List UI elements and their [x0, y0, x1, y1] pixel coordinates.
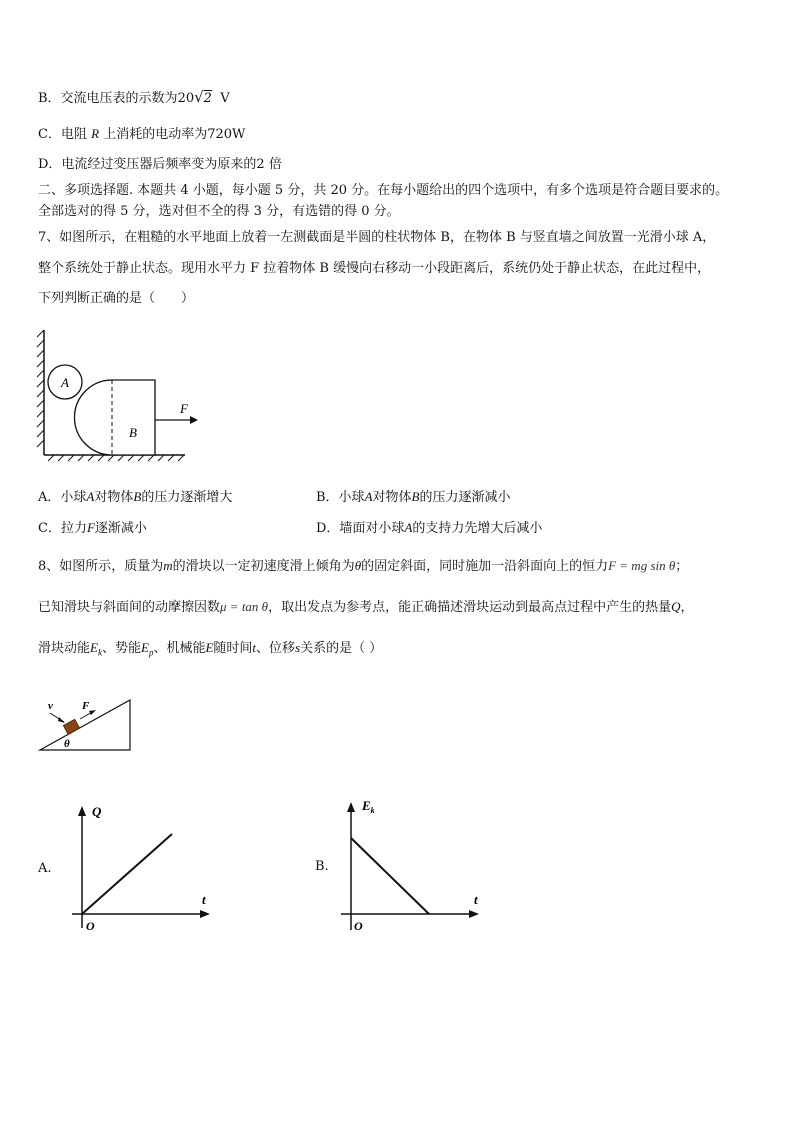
q8-l3-f: 关系的是（ ） [300, 641, 383, 656]
q6-option-c-suffix: 上消耗的电动率为720W [103, 127, 246, 142]
q8-graph-b-option: B. [315, 859, 329, 874]
q6-option-b-unit: V [220, 91, 230, 106]
q7-option-c [38, 519, 147, 538]
q8-l1-m: m [163, 558, 173, 573]
q7-option-a-var2: B [133, 489, 142, 504]
graph-b-y-label [361, 798, 375, 815]
q6-option-b [38, 88, 230, 108]
q7-option-b [316, 488, 511, 507]
q6-option-b-sqrt: 2 [203, 91, 212, 106]
q7-line2: 整个系统处于静止状态。现用水平力 F 拉着物体 B 缓慢向右移动一小段距离后，系统仍处于静止状态，在此过程中， [38, 261, 711, 276]
force-arrowhead [190, 416, 198, 424]
graph-a-line [82, 834, 172, 914]
q8-l1-b: 的滑块以一定初速度滑上倾角为 [172, 559, 355, 574]
q8-l3-a: 滑块动能 [38, 641, 91, 656]
q8-l3-Ek-sub: k [97, 647, 102, 658]
q8-l3-E: E [205, 640, 214, 655]
q8-l3-Ep: E [140, 640, 149, 655]
q8-l3-b: 、势能 [101, 641, 141, 656]
section2-line2: 全部选对的得 5 分，选对但不全的得 3 分，有选错的得 0 分。 [38, 204, 400, 219]
q8-l1-theta: θ [354, 558, 362, 573]
ball-a-label: A [61, 375, 69, 390]
q7-option-a-var1: A [86, 489, 95, 504]
section2-line1: 二、多项选择题. 本题共 4 小题，每小题 5 分，共 20 分。在每小题给出的四个选项中，有多个选项是符合题目要求的。 [38, 183, 729, 198]
velocity-arrowhead [58, 717, 65, 723]
q8-line2 [38, 598, 693, 617]
q7-option-c-var: F [86, 520, 95, 535]
q7-option-a [38, 488, 232, 507]
q8-l3-c: 、机械能 [153, 641, 206, 656]
graph-a-x-label: t [202, 892, 206, 907]
sqrt-symbol: √ [194, 88, 204, 106]
q8-graph-a-option: A. [38, 861, 52, 876]
block-b [75, 380, 156, 455]
q8-l3-t: t [252, 640, 257, 655]
q8-graph-b [338, 790, 488, 940]
force-f-label: F [82, 700, 90, 712]
q8-incline-figure [38, 695, 148, 755]
graph-a-origin: O [86, 919, 95, 933]
q7-option-a-mid: 对物体 [94, 490, 134, 505]
q7-option-c-suffix: 逐渐减小 [94, 521, 147, 536]
q7-option-b-prefix: B．小球 [316, 490, 365, 505]
q7-option-a-prefix: A．小球 [38, 490, 87, 505]
q7-option-d-var: A [404, 520, 413, 535]
q7-option-b-var2: B [411, 489, 420, 504]
q8-graph-a [68, 800, 218, 940]
q7-option-b-suffix: 的压力逐渐减小 [419, 490, 511, 505]
force-f-arrowhead [89, 710, 96, 715]
q6-option-c-var: R [91, 126, 100, 141]
q8-l2-a: 已知滑块与斜面间的动摩擦因数 [38, 600, 221, 615]
graph-a-x-arrowhead [200, 910, 210, 918]
graph-b-x-label: t [474, 892, 478, 907]
graph-a-y-arrowhead [78, 806, 86, 816]
graph-b-y-label-main: E [362, 798, 371, 813]
q7-line3: 下列判断正确的是（ ） [38, 291, 195, 306]
q7-line1: 7、如图所示，在粗糙的水平地面上放着一左测截面是半圆的柱状物体 B，在物体 B 与竖直墙之间放置一光滑小球 A， [38, 230, 716, 245]
q7-option-d [316, 519, 542, 538]
block-b-label: B [129, 425, 137, 440]
q8-l3-d: 随时间 [213, 641, 253, 656]
q8-l2-b: ，取出发点为参考点，能正确描述滑块运动到最高点过程中产生的热量 [268, 600, 672, 615]
q8-l1-a: 8、如图所示，质量为 [38, 559, 164, 574]
q7-option-b-mid: 对物体 [372, 490, 412, 505]
wall-hatching [37, 330, 44, 447]
graph-b-y-label-sub: k [370, 806, 375, 815]
q8-l1-formula: F = mg sin θ [608, 558, 676, 573]
q7-option-b-var1: A [364, 489, 373, 504]
q8-line3 [38, 639, 382, 662]
q6-option-b-prefix: B．交流电压表的示数为 [38, 91, 178, 106]
q7-option-d-prefix: D．墙面对小球 [316, 521, 405, 536]
q8-l3-s: s [295, 640, 301, 655]
q8-l2-end: ， [680, 600, 694, 615]
q8-line1 [38, 557, 688, 576]
graph-b-line [351, 838, 429, 914]
q8-l3-e: 、位移 [256, 641, 296, 656]
q8-l2-formula: μ = tan θ [220, 599, 269, 614]
velocity-label: v [48, 700, 53, 712]
theta-label: θ [64, 738, 70, 750]
ground-hatching [48, 455, 184, 461]
q8-l2-Q: Q [671, 599, 681, 614]
force-label: F [180, 401, 188, 416]
q7-figure [30, 325, 230, 465]
q8-l1-c: 的固定斜面，同时施加一沿斜面向上的恒力 [361, 559, 609, 574]
q7-option-a-suffix: 的压力逐渐增大 [141, 490, 233, 505]
q6-option-c [38, 125, 245, 144]
graph-b-x-arrowhead [469, 910, 479, 918]
q7-option-d-suffix: 的支持力先增大后减小 [412, 521, 543, 536]
q7-option-c-prefix: C．拉力 [38, 521, 87, 536]
graph-a-y-label: Q [92, 804, 102, 819]
q8-l3-Ek: E [90, 640, 98, 655]
graph-b-origin: O [354, 919, 363, 933]
graph-b-y-arrowhead [347, 802, 355, 812]
q6-option-c-prefix: C．电阻 [38, 127, 87, 142]
q6-option-d: D．电流经过变压器后频率变为原来的2 倍 [38, 157, 282, 172]
q8-l3-Ep-sub: p [148, 647, 154, 658]
q6-option-b-number: 20 [177, 91, 195, 106]
q8-l1-end: ； [675, 559, 689, 574]
